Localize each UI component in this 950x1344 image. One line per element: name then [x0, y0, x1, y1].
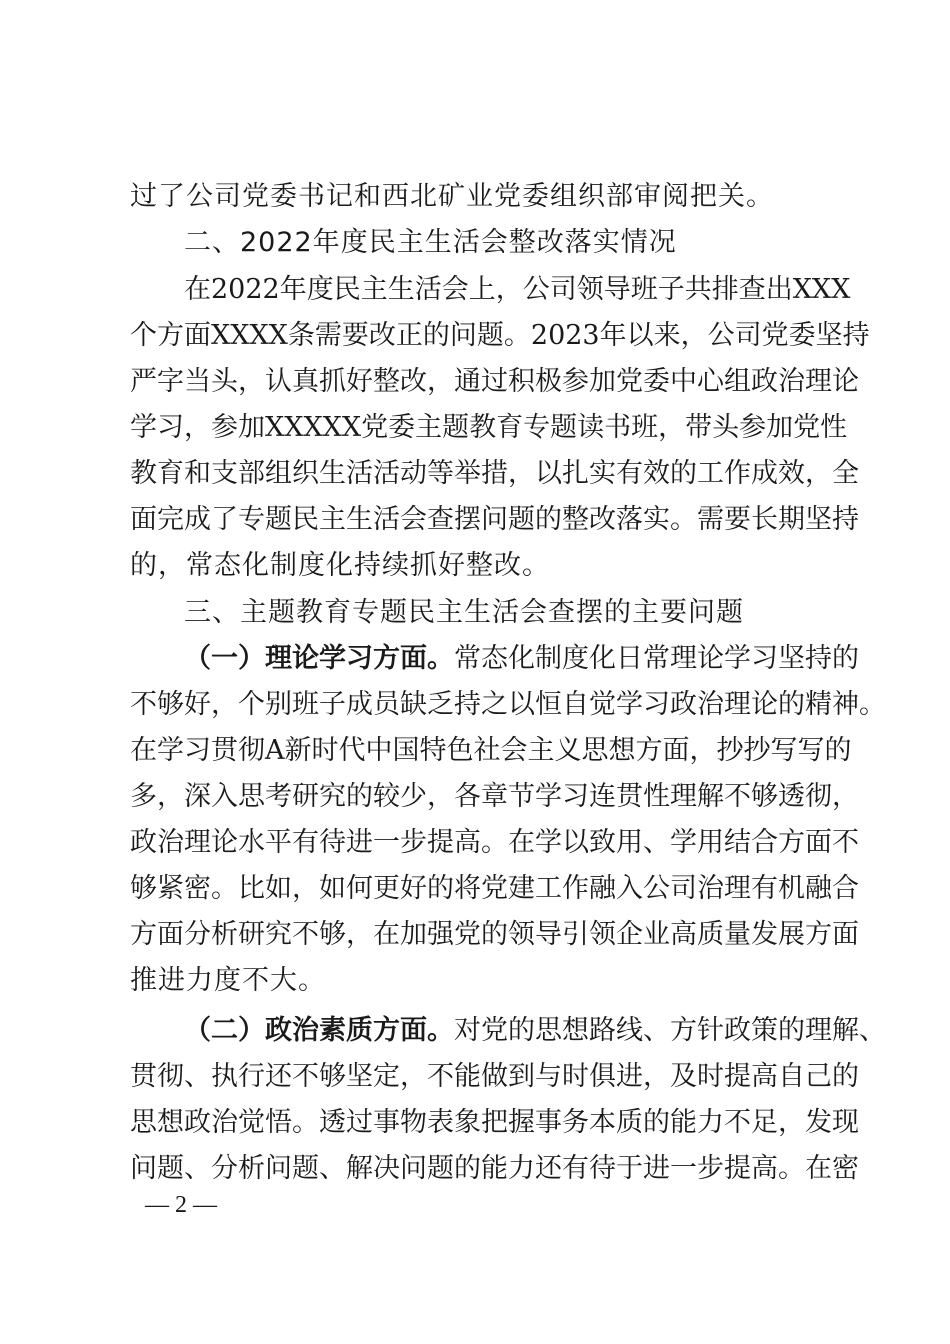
subsection-line-1	[184, 639, 859, 679]
section-heading-2: 二、2022年度民主生活会整改落实情况	[184, 227, 677, 258]
paragraph-line: 方面分析研究不够，在加强党的领导引领企业高质量发展方面	[130, 919, 859, 950]
paragraph-line: 教育和支部组织生活活动等举措，以扎实有效的工作成效，全	[130, 458, 859, 489]
paragraph-line: 的，常态化制度化持续抓好整改。	[130, 550, 550, 581]
paragraph-line: 不够好，个别班子成员缺乏持之以恒自觉学习政治理论的精神。	[130, 689, 886, 720]
paragraph-line: 过了公司党委书记和西北矿业党委组织部审阅把关。	[130, 181, 774, 212]
section-heading-3: 三、主题教育专题民主生活会查摆的主要问题	[184, 597, 744, 628]
paragraph-line: 在2022年度民主生活会上，公司领导班子共排查出XXX	[184, 274, 851, 305]
paragraph-line: 多，深入思考研究的较少，各章节学习连贯性理解不够透彻，	[130, 781, 859, 812]
paragraph-line: 面完成了专题民主生活会查摆问题的整改落实。需要长期坚持	[130, 504, 859, 535]
subsection-line-2	[184, 1011, 886, 1051]
paragraph-line: 政治理论水平有待进一步提高。在学以致用、学用结合方面不	[130, 827, 859, 858]
subsection-title-2: （二）政治素质方面。	[184, 1015, 454, 1046]
paragraph-line: 学习，参加XXXXX党委主题教育专题读书班，带头参加党性	[130, 412, 848, 443]
subsection-text: 对党的思想路线、方针政策的理解、	[454, 1015, 886, 1046]
paragraph-line: 严字当头，认真抓好整改，通过积极参加党委中心组政治理论	[130, 366, 859, 397]
subsection-title-1: （一）理论学习方面。	[184, 643, 454, 674]
paragraph-line: 问题、分析问题、解决问题的能力还有待于进一步提高。在密	[130, 1153, 859, 1184]
paragraph-line: 贯彻、执行还不够坚定，不能做到与时俱进，及时提高自己的	[130, 1061, 859, 1092]
paragraph-line: 思想政治觉悟。透过事物表象把握事务本质的能力不足，发现	[130, 1107, 859, 1138]
paragraph-line: 在学习贯彻A新时代中国特色社会主义思想方面，抄抄写写的	[130, 735, 852, 766]
paragraph-line: 够紧密。比如，如何更好的将党建工作融入公司治理有机融合	[130, 873, 859, 904]
page-number: — 2 —	[145, 1192, 217, 1218]
paragraph-line: 个方面XXXX条需要改正的问题。2023年以来，公司党委坚持	[130, 320, 870, 351]
subsection-text: 常态化制度化日常理论学习坚持的	[454, 643, 859, 674]
paragraph-line: 推进力度不大。	[130, 965, 326, 996]
